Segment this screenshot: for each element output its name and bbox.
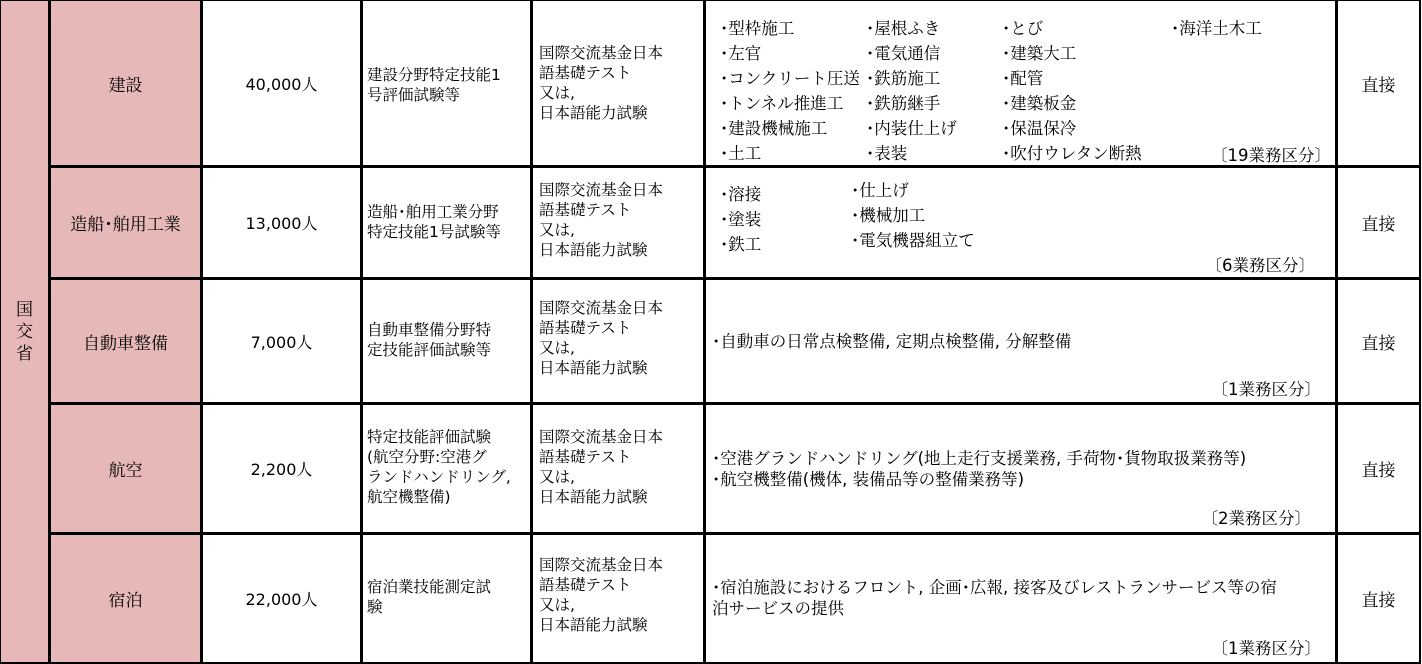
language-test-text: 国際交流基金日本 語基礎テスト 又は, 日本語能力試験 xyxy=(539,44,664,122)
operations-cell xyxy=(704,0,1337,167)
sector-cell: 建設 xyxy=(49,0,202,167)
operations-description: ･宿泊施設におけるフロント, 企画･広報, 接客及びレストランサービス等の宿 泊サービスの提供 xyxy=(712,578,1277,618)
operation-item: ･配管 xyxy=(1002,69,1044,88)
operations-col xyxy=(720,16,860,166)
operations-col xyxy=(720,182,761,257)
language-test-text: 国際交流基金日本 語基礎テスト 又は, 日本語能力試験 xyxy=(539,299,664,377)
operation-item: ･仕上げ xyxy=(851,181,909,200)
skill-test-cell xyxy=(361,278,532,404)
skill-test-text: 特定技能評価試験 (航空分野:空港グ ランドハンドリング, 航空機整備) xyxy=(367,428,511,506)
operation-item: ･塗装 xyxy=(720,210,762,229)
quota-cell: 7,000人 xyxy=(201,278,362,404)
skill-test-cell xyxy=(361,166,532,279)
language-test-cell xyxy=(531,278,705,404)
skill-test-text: 宿泊業技能測定試 験 xyxy=(367,578,492,616)
skill-test-cell xyxy=(361,403,532,534)
operations-cell xyxy=(704,166,1337,279)
language-test-text: 国際交流基金日本 語基礎テスト 又は, 日本語能力試験 xyxy=(539,428,664,506)
language-test-text: 国際交流基金日本 語基礎テスト 又は, 日本語能力試験 xyxy=(539,556,664,634)
operation-item: ･機械加工 xyxy=(851,206,926,225)
operation-item: ･溶接 xyxy=(720,185,762,204)
employment-cell: 直接 xyxy=(1336,166,1421,279)
operation-item: ･海洋土木工 xyxy=(1171,19,1262,38)
employment-cell: 直接 xyxy=(1336,0,1421,167)
operation-item: ･内装仕上げ xyxy=(866,119,957,138)
operation-item: ･表装 xyxy=(866,144,908,163)
language-test-text: 国際交流基金日本 語基礎テスト 又は, 日本語能力試験 xyxy=(539,181,664,259)
operation-item: ･コンクリート圧送 xyxy=(720,69,860,88)
operations-col xyxy=(851,178,975,253)
category-count: 〔19業務区分〕 xyxy=(1211,146,1331,165)
operation-item: ･保温保冷 xyxy=(1002,119,1077,138)
operation-item: ･建設機械施工 xyxy=(720,119,828,138)
skill-test-text: 造船･舶用工業分野 特定技能1号試験等 xyxy=(367,203,501,241)
category-count: 〔2業務区分〕 xyxy=(1201,509,1311,528)
operation-item: ･とび xyxy=(1002,19,1044,38)
operation-item: ･電気機器組立て xyxy=(851,231,975,250)
operations-cell xyxy=(704,278,1337,404)
operations-description: ･空港グランドハンドリング(地上走行支援業務, 手荷物･貨物取扱業務等) ･航空機整備(機体, 装備品等の整備業務等) xyxy=(712,449,1247,489)
quota-cell: 40,000人 xyxy=(201,0,362,167)
operation-item: ･電気通信 xyxy=(866,44,941,63)
sector-cell: 造船･舶用工業 xyxy=(49,166,202,279)
employment-cell: 直接 xyxy=(1336,278,1421,404)
category-count: 〔1業務区分〕 xyxy=(1211,380,1321,399)
ministry-label xyxy=(16,299,33,365)
operations-cell xyxy=(704,403,1337,534)
skill-test-text: 建設分野特定技能1 号評価試験等 xyxy=(367,66,501,104)
sector-cell: 航空 xyxy=(49,403,202,534)
sector-cell: 宿泊 xyxy=(49,533,202,664)
operations-col xyxy=(1171,16,1262,41)
operations-cell xyxy=(704,533,1337,664)
operation-item: ･吹付ウレタン断熱 xyxy=(1002,144,1142,163)
operation-item: ･鉄筋施工 xyxy=(866,69,941,88)
operation-item: ･トンネル推進工 xyxy=(720,94,844,113)
sector-cell: 自動車整備 xyxy=(49,278,202,404)
operation-item: ･左官 xyxy=(720,44,762,63)
operation-item: ･型枠施工 xyxy=(720,19,795,38)
language-test-cell xyxy=(531,0,705,167)
quota-cell: 13,000人 xyxy=(201,166,362,279)
operation-item: ･建築板金 xyxy=(1002,94,1077,113)
skill-test-text: 自動車整備分野特 定技能評価試験等 xyxy=(367,321,492,359)
language-test-cell xyxy=(531,166,705,279)
operation-item: ･建築大工 xyxy=(1002,44,1077,63)
operations-col xyxy=(1002,16,1142,166)
ministry-char: 省 xyxy=(16,343,33,364)
employment-cell: 直接 xyxy=(1336,403,1421,534)
ministry-char: 国 xyxy=(16,299,33,320)
ministry-char: 交 xyxy=(16,321,33,342)
operations-col xyxy=(866,16,957,166)
quota-cell: 22,000人 xyxy=(201,533,362,664)
operations-description: ･自動車の日常点検整備, 定期点検整備, 分解整備 xyxy=(712,332,1072,351)
operation-item: ･鉄筋継手 xyxy=(866,94,941,113)
ministry-cell xyxy=(0,0,50,664)
quota-cell: 2,200人 xyxy=(201,403,362,534)
skill-test-cell xyxy=(361,533,532,664)
category-count: 〔1業務区分〕 xyxy=(1211,639,1321,658)
language-test-cell xyxy=(531,403,705,534)
language-test-cell xyxy=(531,533,705,664)
operation-item: ･鉄工 xyxy=(720,235,762,254)
operation-item: ･屋根ふき xyxy=(866,19,941,38)
category-count: 〔6業務区分〕 xyxy=(1205,256,1315,275)
skill-test-cell xyxy=(361,0,532,167)
employment-cell: 直接 xyxy=(1336,533,1421,664)
operation-item: ･土工 xyxy=(720,144,762,163)
